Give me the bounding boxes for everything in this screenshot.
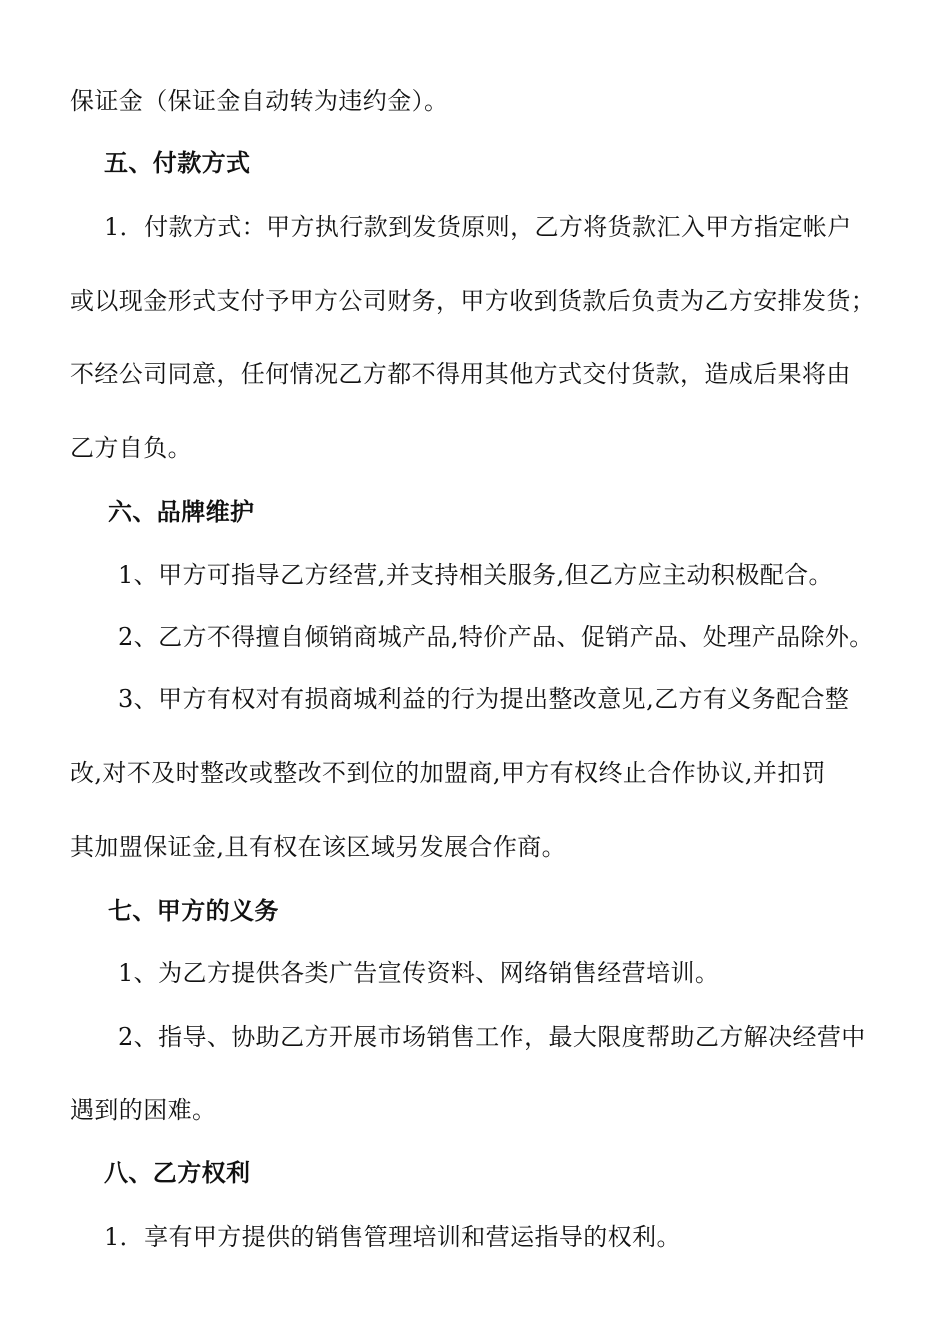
section-heading-party-b-rights: 八、乙方权利 bbox=[104, 1159, 251, 1187]
paragraph-line: 或以现金形式支付予甲方公司财务，甲方收到货款后负责为乙方安排发货； bbox=[70, 287, 876, 315]
paragraph-line: 2、乙方不得擅自倾销商城产品,特价产品、促销产品、处理产品除外。 bbox=[118, 623, 874, 651]
paragraph-line: 3、甲方有权对有损商城利益的行为提出整改意见,乙方有义务配合整 bbox=[118, 685, 850, 713]
section-heading-party-a-obligations: 七、甲方的义务 bbox=[108, 897, 279, 925]
paragraph-line: 改,对不及时整改或整改不到位的加盟商,甲方有权终止合作协议,并扣罚 bbox=[70, 759, 827, 787]
paragraph-line: 1、为乙方提供各类广告宣传资料、网络销售经营培训。 bbox=[118, 959, 720, 987]
paragraph-line: 乙方自负。 bbox=[70, 434, 192, 462]
paragraph-line: 1．享有甲方提供的销售管理培训和营运指导的权利。 bbox=[104, 1223, 681, 1251]
paragraph-line: 不经公司同意，任何情况乙方都不得用其他方式交付货款，造成后果将由 bbox=[70, 360, 851, 388]
section-heading-payment: 五、付款方式 bbox=[104, 149, 251, 177]
paragraph-line: 其加盟保证金,且有权在该区域另发展合作商。 bbox=[70, 833, 567, 861]
paragraph-line: 1．付款方式：甲方执行款到发货原则，乙方将货款汇入甲方指定帐户 bbox=[104, 213, 852, 241]
paragraph-line: 2、指导、协助乙方开展市场销售工作，最大限度帮助乙方解决经营中 bbox=[118, 1023, 866, 1051]
section-heading-brand: 六、品牌维护 bbox=[108, 498, 255, 526]
paragraph-line: 1、甲方可指导乙方经营,并支持相关服务,但乙方应主动积极配合。 bbox=[118, 561, 833, 589]
paragraph-line: 遇到的困难。 bbox=[70, 1096, 217, 1124]
paragraph-line: 保证金（保证金自动转为违约金）。 bbox=[70, 87, 449, 115]
